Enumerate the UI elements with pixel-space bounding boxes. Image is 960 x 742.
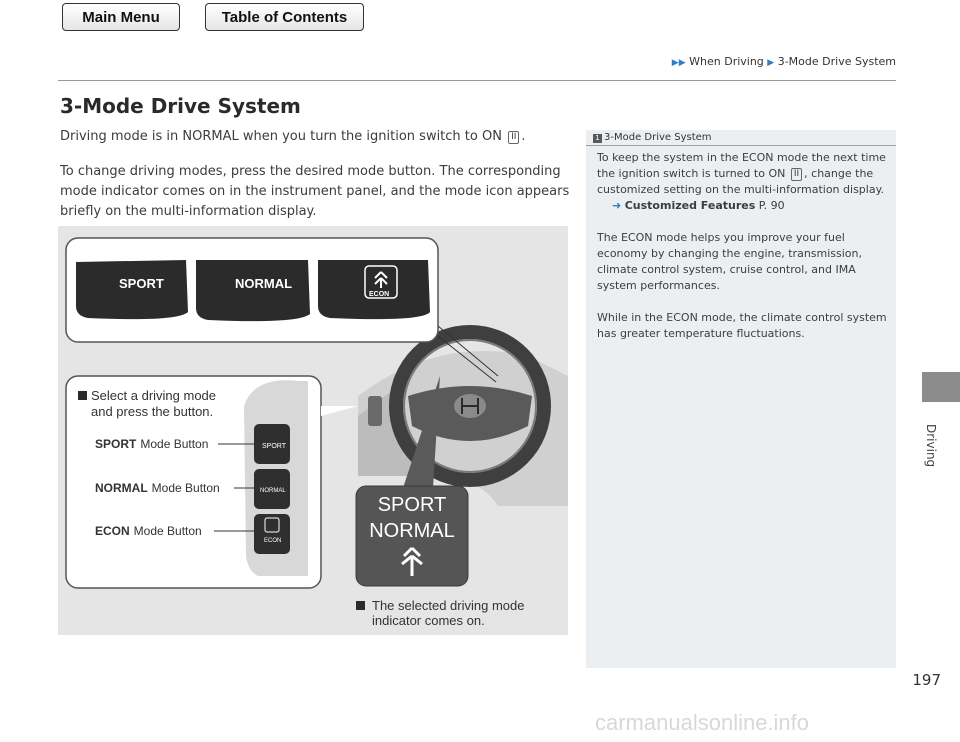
econ-switch — [254, 514, 290, 554]
breadcrumb-item[interactable]: When Driving — [689, 55, 764, 68]
sport-caption-rest: Mode Button — [140, 437, 209, 451]
select-mode-text: and press the button. — [91, 404, 214, 419]
normal-caption-rest: Mode Button — [151, 481, 220, 495]
customized-features-link[interactable] — [612, 198, 902, 214]
link-page: P. 90 — [758, 199, 785, 212]
econ-button-caption — [95, 524, 202, 538]
ignition-key-symbol: II — [508, 131, 519, 144]
sidebar-text: To keep the system in the ECON mode the next time the ignition switch is turned to ON — [597, 151, 886, 180]
page-number: 197 — [912, 671, 941, 689]
page-title: 3-Mode Drive System — [60, 94, 301, 118]
sport-switch-label: SPORT — [262, 443, 286, 450]
indicator-text: The selected driving mode — [372, 598, 525, 613]
normal-button-label: NORMAL — [235, 276, 293, 291]
breadcrumb-item[interactable]: 3-Mode Drive System — [777, 55, 896, 68]
normal-caption-bold: NORMAL — [95, 481, 148, 495]
bullet-icon — [78, 391, 87, 400]
ignition-key-symbol: II — [791, 168, 802, 181]
section-tab-marker — [922, 372, 960, 402]
select-mode-text: Select a driving mode — [91, 388, 217, 403]
sidebar-divider — [586, 145, 896, 146]
table-of-contents-button[interactable]: Table of Contents — [205, 3, 364, 31]
econ-button — [318, 260, 430, 319]
sport-caption-bold: SPORT — [95, 437, 137, 451]
breadcrumb-arrow-icon: ▶ — [767, 58, 775, 68]
econ-switch-label: ECON — [264, 538, 282, 544]
econ-icon-label: ECON — [369, 291, 390, 298]
normal-button-caption — [95, 481, 220, 495]
breadcrumb-arrow-icon: ▶▶ — [671, 58, 686, 68]
econ-caption-rest: Mode Button — [133, 524, 202, 538]
sidebar-paragraph-3: While in the ECON mode, the climate control system has greater temperature fluctuations. — [597, 311, 887, 340]
instruction-paragraph: To change driving modes, press the desired mode button. The corresponding mode indicator comes on in the instrument panel, and the mode icon appears briefly on the multi-information display. — [60, 164, 570, 219]
link-label[interactable]: Customized Features — [624, 199, 756, 212]
sidebar-heading-text: 3-Mode Drive System — [604, 132, 712, 143]
breadcrumb — [660, 55, 896, 68]
intro-text: Driving mode is in NORMAL when you turn the ignition switch to ON — [60, 129, 502, 144]
note-icon: 1 — [593, 134, 602, 143]
indicator-normal: NORMAL — [369, 520, 455, 542]
sidebar-paragraph-2: The ECON mode helps you improve your fuel economy by changing the engine, transmission, climate control system, cruise control, and IMA system performances. — [597, 231, 863, 292]
sport-button-caption — [95, 437, 208, 451]
intro-text-end: . — [521, 129, 526, 144]
link-arrow-icon: ➜ — [612, 199, 622, 212]
sidebar-text: , change the customized setting on the multi-information display. — [597, 167, 885, 196]
drive-mode-figure — [58, 226, 568, 635]
indicator-sport: SPORT — [377, 494, 447, 516]
watermark: carmanualsonline.info — [595, 710, 810, 735]
mode-switch-panel — [368, 396, 382, 426]
normal-switch-label: NORMAL — [260, 488, 286, 494]
section-tab-label: Driving — [924, 424, 938, 468]
sidebar-heading — [593, 132, 712, 143]
bullet-icon — [356, 601, 365, 610]
econ-caption-bold: ECON — [95, 524, 130, 538]
intro-paragraph — [60, 127, 575, 147]
sport-button-label: SPORT — [119, 276, 164, 291]
main-menu-button[interactable]: Main Menu — [62, 3, 180, 31]
sidebar-paragraph-1 — [597, 150, 887, 198]
header-divider — [58, 80, 896, 81]
indicator-text: indicator comes on. — [372, 613, 485, 628]
